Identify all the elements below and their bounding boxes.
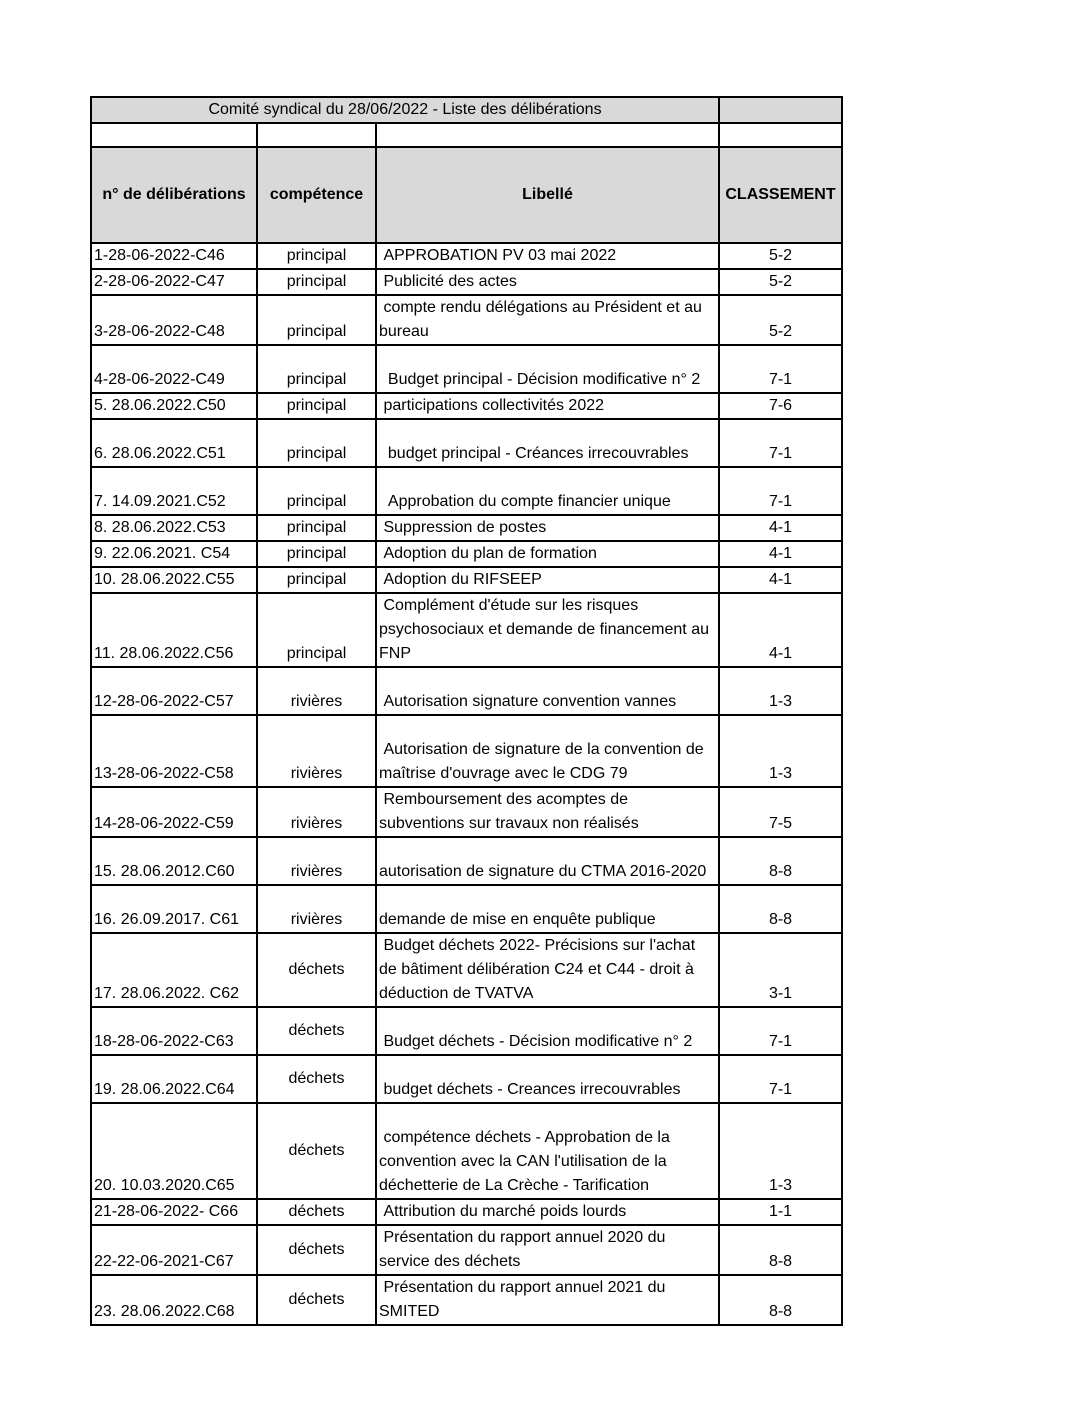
classement-cell: 7-5 bbox=[719, 787, 842, 837]
deliberation-number: 13-28-06-2022-C58 bbox=[91, 715, 257, 787]
table-title: Comité syndical du 28/06/2022 - Liste des délibérations bbox=[91, 97, 719, 123]
libelle-cell: Complément d'étude sur les risques psychosociaux et demande de financement au FNP bbox=[376, 593, 719, 667]
competence-cell: principal bbox=[257, 269, 376, 295]
deliberation-number: 5. 28.06.2022.C50 bbox=[91, 393, 257, 419]
title-corner-cell bbox=[719, 97, 842, 123]
libelle-cell: Attribution du marché poids lourds bbox=[376, 1199, 719, 1225]
competence-cell: principal bbox=[257, 515, 376, 541]
competence-cell: déchets bbox=[257, 1225, 376, 1275]
libelle-cell: Suppression de postes bbox=[376, 515, 719, 541]
deliberation-number: 1-28-06-2022-C46 bbox=[91, 243, 257, 269]
classement-cell: 4-1 bbox=[719, 567, 842, 593]
libelle-cell: Adoption du RIFSEEP bbox=[376, 567, 719, 593]
table-row bbox=[91, 541, 842, 567]
libelle-cell: APPROBATION PV 03 mai 2022 bbox=[376, 243, 719, 269]
competence-cell: déchets bbox=[257, 1199, 376, 1225]
table-row bbox=[91, 345, 842, 393]
competence-cell: principal bbox=[257, 295, 376, 345]
title-row bbox=[91, 97, 842, 123]
deliberation-number: 20. 10.03.2020.C65 bbox=[91, 1103, 257, 1199]
table-row bbox=[91, 837, 842, 885]
table-row bbox=[91, 593, 842, 667]
table-row bbox=[91, 295, 842, 345]
libelle-cell: compétence déchets - Approbation de la convention avec la CAN l'utilisation de la déchetterie de La Crèche - Tarification bbox=[376, 1103, 719, 1199]
classement-cell: 1-1 bbox=[719, 1199, 842, 1225]
competence-cell: rivières bbox=[257, 885, 376, 933]
classement-cell: 4-1 bbox=[719, 593, 842, 667]
competence-cell: principal bbox=[257, 467, 376, 515]
blank-cell bbox=[719, 123, 842, 147]
competence-cell: rivières bbox=[257, 787, 376, 837]
libelle-cell: Autorisation signature convention vannes bbox=[376, 667, 719, 715]
table-row bbox=[91, 885, 842, 933]
deliberation-number: 17. 28.06.2022. C62 bbox=[91, 933, 257, 1007]
deliberation-number: 11. 28.06.2022.C56 bbox=[91, 593, 257, 667]
competence-cell: déchets bbox=[257, 933, 376, 1007]
competence-cell: principal bbox=[257, 593, 376, 667]
libelle-cell: Budget déchets 2022- Précisions sur l'achat de bâtiment délibération C24 et C44 - droit à déduction de TVATVA bbox=[376, 933, 719, 1007]
deliberation-number: 3-28-06-2022-C48 bbox=[91, 295, 257, 345]
competence-cell: principal bbox=[257, 243, 376, 269]
header-competence: compétence bbox=[257, 147, 376, 243]
competence-cell: principal bbox=[257, 567, 376, 593]
table-row bbox=[91, 419, 842, 467]
table-row bbox=[91, 667, 842, 715]
blank-cell bbox=[91, 123, 257, 147]
deliberation-number: 21-28-06-2022- C66 bbox=[91, 1199, 257, 1225]
table-row bbox=[91, 467, 842, 515]
deliberation-number: 8. 28.06.2022.C53 bbox=[91, 515, 257, 541]
classement-cell: 8-8 bbox=[719, 837, 842, 885]
libelle-cell: Adoption du plan de formation bbox=[376, 541, 719, 567]
deliberation-number: 4-28-06-2022-C49 bbox=[91, 345, 257, 393]
deliberation-number: 14-28-06-2022-C59 bbox=[91, 787, 257, 837]
classement-cell: 7-1 bbox=[719, 1007, 842, 1055]
deliberation-number: 9. 22.06.2021. C54 bbox=[91, 541, 257, 567]
deliberation-number: 16. 26.09.2017. C61 bbox=[91, 885, 257, 933]
classement-cell: 5-2 bbox=[719, 295, 842, 345]
table-body bbox=[91, 97, 842, 1325]
competence-cell: rivières bbox=[257, 667, 376, 715]
classement-cell: 4-1 bbox=[719, 541, 842, 567]
classement-cell: 7-1 bbox=[719, 467, 842, 515]
deliberation-number: 15. 28.06.2012.C60 bbox=[91, 837, 257, 885]
libelle-cell: demande de mise en enquête publique bbox=[376, 885, 719, 933]
libelle-cell: budget déchets - Creances irrecouvrables bbox=[376, 1055, 719, 1103]
competence-cell: déchets bbox=[257, 1275, 376, 1325]
libelle-cell: Publicité des actes bbox=[376, 269, 719, 295]
classement-cell: 8-8 bbox=[719, 885, 842, 933]
table-row bbox=[91, 933, 842, 1007]
deliberation-number: 18-28-06-2022-C63 bbox=[91, 1007, 257, 1055]
competence-cell: déchets bbox=[257, 1055, 376, 1103]
table-row bbox=[91, 393, 842, 419]
deliberation-number: 23. 28.06.2022.C68 bbox=[91, 1275, 257, 1325]
deliberation-number: 19. 28.06.2022.C64 bbox=[91, 1055, 257, 1103]
blank-row bbox=[91, 123, 842, 147]
table-row bbox=[91, 269, 842, 295]
table-row bbox=[91, 567, 842, 593]
table-row bbox=[91, 1199, 842, 1225]
table-row bbox=[91, 1007, 842, 1055]
table-row bbox=[91, 1225, 842, 1275]
competence-cell: principal bbox=[257, 419, 376, 467]
classement-cell: 1-3 bbox=[719, 667, 842, 715]
competence-cell: déchets bbox=[257, 1103, 376, 1199]
libelle-cell: compte rendu délégations au Président et au bureau bbox=[376, 295, 719, 345]
header-classement: CLASSEMENT bbox=[719, 147, 842, 243]
classement-cell: 8-8 bbox=[719, 1275, 842, 1325]
libelle-cell: autorisation de signature du CTMA 2016-2020 bbox=[376, 837, 719, 885]
classement-cell: 1-3 bbox=[719, 715, 842, 787]
libelle-cell: budget principal - Créances irrecouvrables bbox=[376, 419, 719, 467]
classement-cell: 5-2 bbox=[719, 269, 842, 295]
libelle-cell: Présentation du rapport annuel 2021 du SMITED bbox=[376, 1275, 719, 1325]
competence-cell: déchets bbox=[257, 1007, 376, 1055]
libelle-cell: Autorisation de signature de la convention de maîtrise d'ouvrage avec le CDG 79 bbox=[376, 715, 719, 787]
libelle-cell: participations collectivités 2022 bbox=[376, 393, 719, 419]
deliberation-number: 10. 28.06.2022.C55 bbox=[91, 567, 257, 593]
header-row bbox=[91, 147, 842, 243]
classement-cell: 5-2 bbox=[719, 243, 842, 269]
classement-cell: 4-1 bbox=[719, 515, 842, 541]
deliberation-number: 7. 14.09.2021.C52 bbox=[91, 467, 257, 515]
libelle-cell: Approbation du compte financier unique bbox=[376, 467, 719, 515]
competence-cell: principal bbox=[257, 345, 376, 393]
classement-cell: 8-8 bbox=[719, 1225, 842, 1275]
blank-cell bbox=[376, 123, 719, 147]
classement-cell: 3-1 bbox=[719, 933, 842, 1007]
table-row bbox=[91, 1055, 842, 1103]
classement-cell: 7-6 bbox=[719, 393, 842, 419]
deliberations-table bbox=[90, 96, 843, 1326]
libelle-cell: Présentation du rapport annuel 2020 du service des déchets bbox=[376, 1225, 719, 1275]
libelle-cell: Budget principal - Décision modificative n° 2 bbox=[376, 345, 719, 393]
table-row bbox=[91, 787, 842, 837]
competence-cell: rivières bbox=[257, 715, 376, 787]
classement-cell: 7-1 bbox=[719, 419, 842, 467]
table-row bbox=[91, 243, 842, 269]
classement-cell: 7-1 bbox=[719, 345, 842, 393]
table-row bbox=[91, 715, 842, 787]
libelle-cell: Budget déchets - Décision modificative n° 2 bbox=[376, 1007, 719, 1055]
table-row bbox=[91, 1103, 842, 1199]
classement-cell: 1-3 bbox=[719, 1103, 842, 1199]
deliberation-number: 22-22-06-2021-C67 bbox=[91, 1225, 257, 1275]
header-num: n° de délibérations bbox=[91, 147, 257, 243]
table-row bbox=[91, 515, 842, 541]
deliberation-number: 2-28-06-2022-C47 bbox=[91, 269, 257, 295]
classement-cell: 7-1 bbox=[719, 1055, 842, 1103]
competence-cell: principal bbox=[257, 541, 376, 567]
libelle-cell: Remboursement des acomptes de subventions sur travaux non réalisés bbox=[376, 787, 719, 837]
table-row bbox=[91, 1275, 842, 1325]
header-libelle: Libellé bbox=[376, 147, 719, 243]
blank-cell bbox=[257, 123, 376, 147]
deliberation-number: 12-28-06-2022-C57 bbox=[91, 667, 257, 715]
competence-cell: principal bbox=[257, 393, 376, 419]
competence-cell: rivières bbox=[257, 837, 376, 885]
deliberation-number: 6. 28.06.2022.C51 bbox=[91, 419, 257, 467]
